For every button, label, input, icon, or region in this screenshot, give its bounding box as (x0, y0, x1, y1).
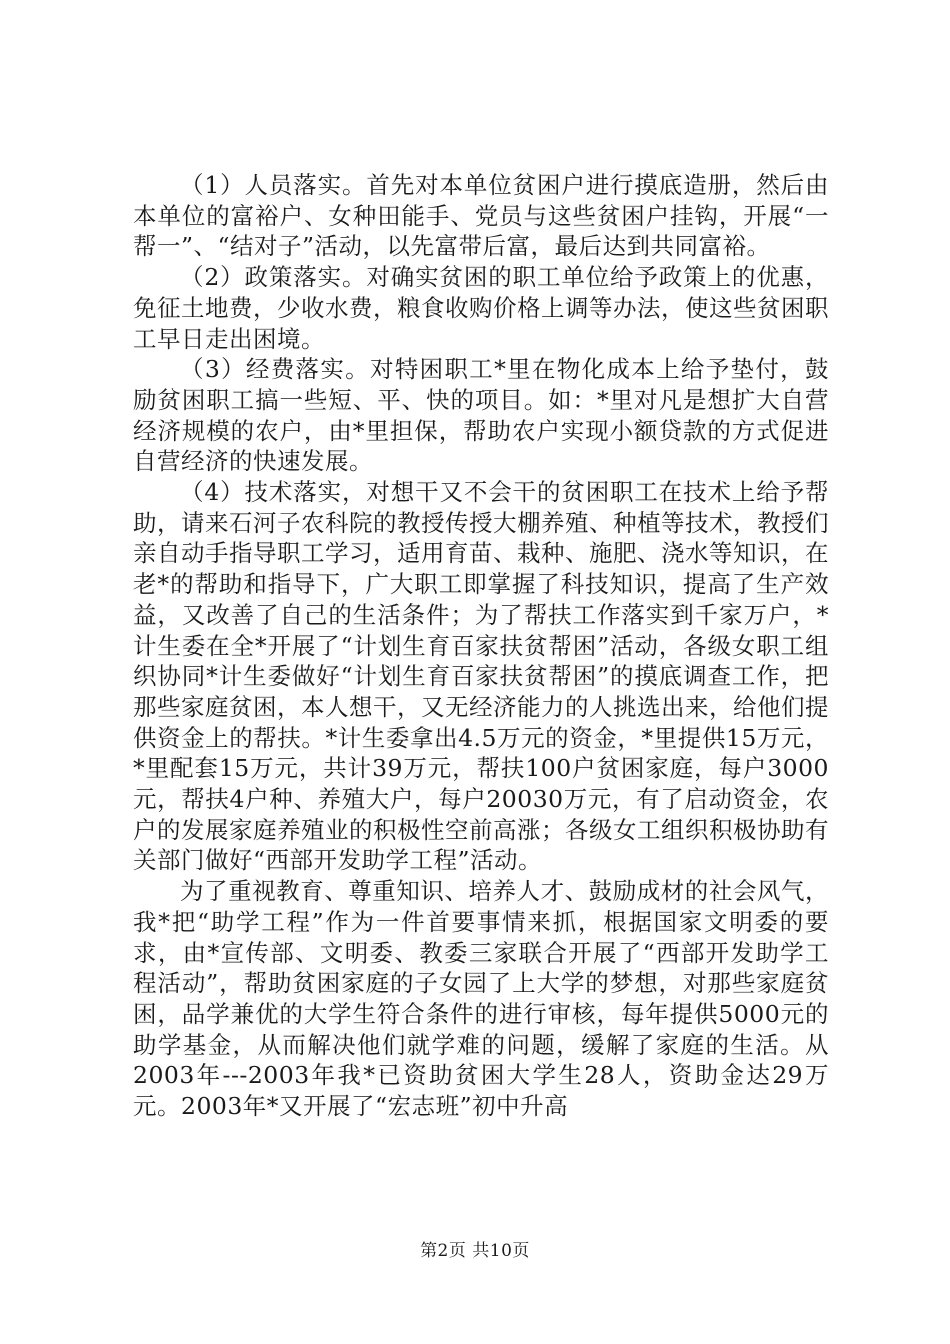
paragraph-funding: （3）经费落实。对特困职工*里在物化成本上给予垫付，鼓励贫困职工搞一些短、平、快的项目。如：*里对凡是想扩大自营经济规模的农户，由*里担保，帮助农户实现小额贷款的方式促进自营经济的快速发展。 (133, 355, 829, 476)
paragraph-education: 为了重视教育、尊重知识、培养人才、鼓励成材的社会风气，我*把“助学工程”作为一件首要事情来抓，根据国家文明委的要求，由*宣传部、文明委、教委三家联合开展了“西部开发助学工程活动”，帮助贫困家庭的子女园了上大学的梦想，对那些家庭贫困，品学兼优的大学生符合条件的进行审核，每年提供5000元的助学基金，从而解决他们就学难的问题，缓解了家庭的生活。从2003年---2003年我*已资助贫困大学生28人，资助金达29万元。2003年*又开展了“宏志班”初中升高 (133, 877, 829, 1121)
page-footer: 第2页 共10页 (420, 1241, 530, 1261)
paragraph-technology: （4）技术落实，对想干又不会干的贫困职工在技术上给予帮助，请来石河子农科院的教授传授大棚养殖、种植等技术，教授们亲自动手指导职工学习，适用育苗、栽种、施肥、浇水等知识，在老*的帮助和指导下，广大职工即掌握了科技知识，提高了生产效益，又改善了自己的生活条件；为了帮扶工作落实到千家万户，*计生委在全*开展了“计划生育百家扶贫帮困”活动，各级女职工组织协同*计生委做好“计划生育百家扶贫帮困”的摸底调查工作，把那些家庭贫困，本人想干，又无经济能力的人挑选出来，给他们提供资金上的帮扶。*计生委拿出4.5万元的资金，*里提供15万元，*里配套15万元，共计39万元，帮扶100户贫困家庭，每户3000元，帮扶4户种、养殖大户，每户20030万元，有了启动资金，农户的发展家庭养殖业的积极性空前高涨；各级女工组织积极协助有关部门做好“西部开发助学工程”活动。 (133, 478, 829, 875)
paragraph-policy: （2）政策落实。对确实贫困的职工单位给予政策上的优惠，免征土地费，少收水费，粮食收购价格上调等办法，使这些贫困职工早日走出困境。 (133, 263, 829, 353)
document-body (133, 170, 829, 1122)
paragraph-personnel: （1）人员落实。首先对本单位贫困户进行摸底造册，然后由本单位的富裕户、女种田能手、党员与这些贫困户挂钩，开展“一帮一”、“结对子”活动，以先富带后富，最后达到共同富裕。 (133, 171, 829, 261)
